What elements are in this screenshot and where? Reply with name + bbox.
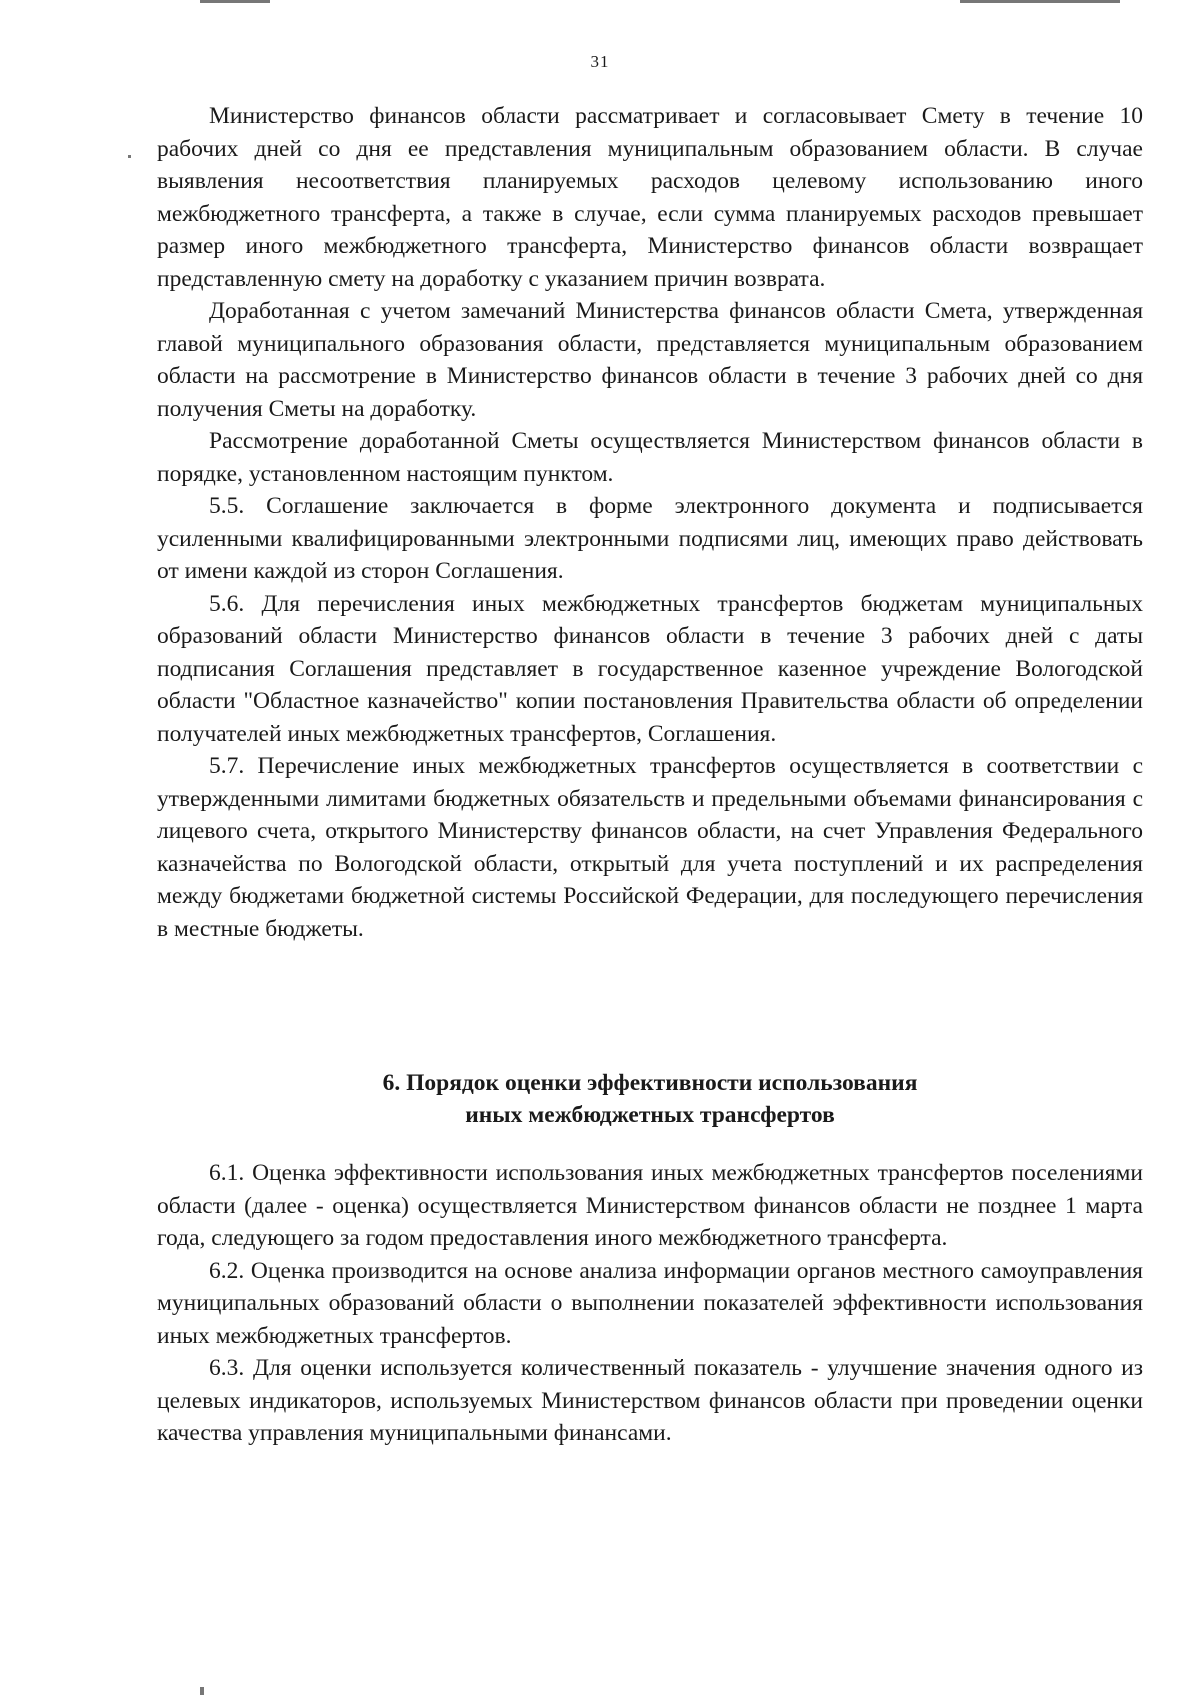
scan-artifact-top-left: [200, 0, 270, 3]
paragraph-6-3: 6.3. Для оценки используется количественный показатель - улучшение значения одного из целевых индикаторов, используемых Министерством финансов области при проведении оценки качества управления муниципальными финансами.: [157, 1355, 1143, 1446]
scan-artifact-top-right: [960, 0, 1120, 3]
paragraph-6-1: 6.1. Оценка эффективности использования иных межбюджетных трансфертов поселениями области (далее - оценка) осуществляется Министерством финансов области не позднее 1 марта года, следующего за годом предоставления иного межбюджетного трансферта.: [157, 1160, 1143, 1251]
section-6-heading: [157, 1067, 1143, 1131]
section-6-heading-line-2: иных межбюджетных трансфертов: [465, 1102, 835, 1128]
paragraph-5-7: 5.7. Перечисление иных межбюджетных трансфертов осуществляется в соответствии с утвержденными лимитами бюджетных обязательств и предельными объемами финансирования с лицевого счета, открытого Министерству финансов области, на счет Управления Федерального казначейства по Вологодской области, открытый для учета поступлений и их распределения между бюджетами бюджетной системы Российской Федерации, для последующего перечисления в местные бюджеты.: [157, 753, 1143, 942]
section-6-heading-line-1: 6. Порядок оценки эффективности использования: [382, 1070, 918, 1096]
section-5-continuation: [157, 100, 1143, 945]
paragraph-smeta-review: Министерство финансов области рассматривает и согласовывает Смету в течение 10 рабочих дней со дня ее представления муниципальным образованием области. В случае выявления несоответствия планируемых расходов целевому использованию иного межбюджетного трансферта, а также в случае, если сумма планируемых расходов превышает размер иного межбюджетного трансферта, Министерство финансов области возвращает представленную смету на доработку с указанием причин возврата.: [157, 103, 1143, 292]
section-6-body: [157, 1157, 1143, 1450]
page-number: 31: [590, 52, 610, 71]
paragraph-5-6: 5.6. Для перечисления иных межбюджетных трансфертов бюджетам муниципальных образований области Министерство финансов области в течение 3 рабочих дней с даты подписания Соглашения представляет в государственное казенное учреждение Вологодской области "Областное казначейство" копии постановления Правительства области об определении получателей иных межбюджетных трансфертов, Соглашения.: [157, 590, 1143, 747]
paragraph-5-5: 5.5. Соглашение заключается в форме электронного документа и подписывается усиленными квалифицированными электронными подписями лиц, имеющих право действовать от имени каждой из сторон Соглашения.: [157, 493, 1143, 584]
scan-artifact-bottom: [200, 1687, 204, 1695]
scan-artifact-dot: [128, 155, 131, 158]
paragraph-smeta-revised: Доработанная с учетом замечаний Министерства финансов области Смета, утвержденная главой муниципального образования области, представляется муниципальным образованием области на рассмотрение в Министерство финансов области в течение 3 рабочих дней со дня получения Сметы на доработку.: [157, 298, 1143, 422]
paragraph-6-2: 6.2. Оценка производится на основе анализа информации органов местного самоуправления муниципальных образований области о выполнении показателей эффективности использования иных межбюджетных трансфертов.: [157, 1257, 1143, 1349]
paragraph-smeta-consideration: Рассмотрение доработанной Сметы осуществляется Министерством финансов области в порядке, установленном настоящим пунктом.: [157, 428, 1143, 487]
